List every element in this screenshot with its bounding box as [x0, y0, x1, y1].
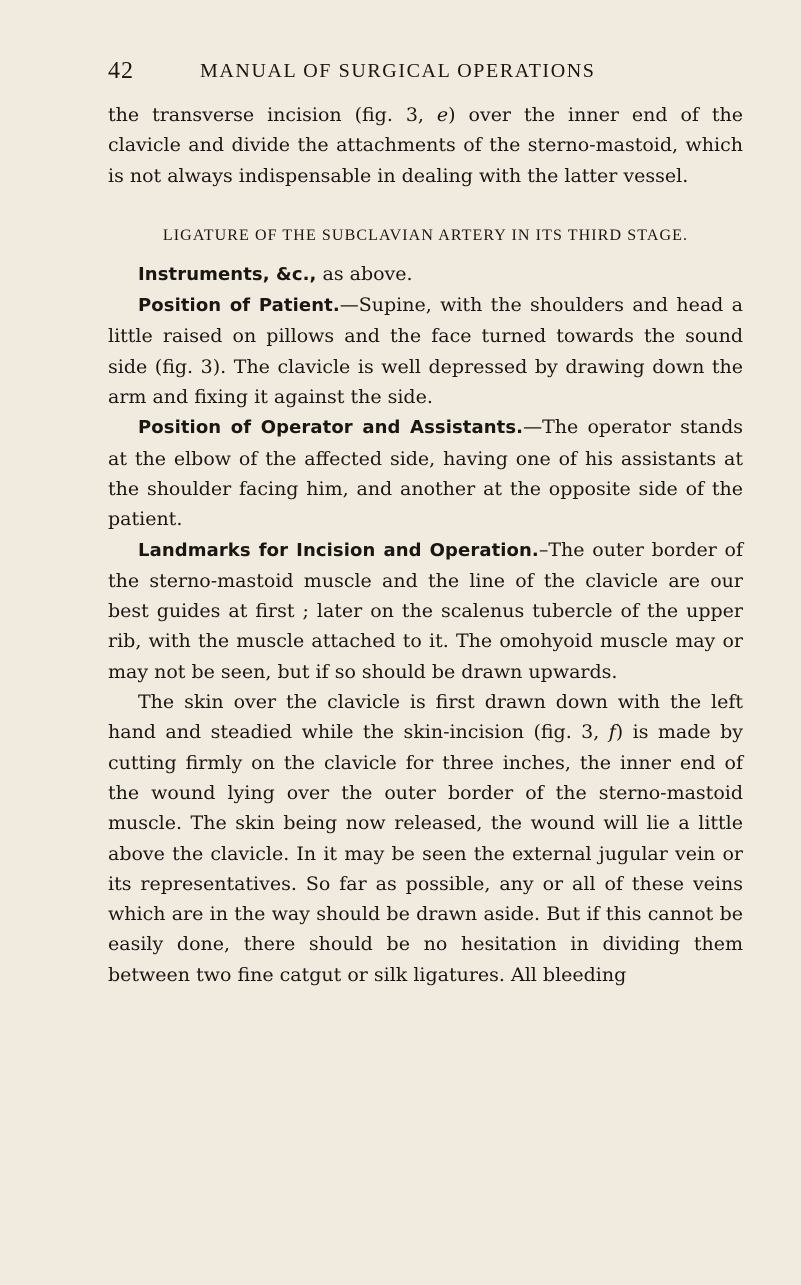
page-number: 42: [108, 58, 134, 84]
figure-reference-letter-f: f: [608, 721, 616, 744]
position-operator-text: —The operator stands at the elbow of the affected side, having one of his assistants at the shoulder facing him, and another at the opposite side of the patient.: [108, 416, 743, 531]
instruments-label: Instruments, &c.,: [138, 263, 317, 285]
section-heading: LIGATURE OF THE SUBCLAVIAN ARTERY IN ITS THIRD STAGE.: [162, 226, 689, 244]
landmarks-label: Landmarks for Incision and Operation.: [138, 539, 539, 561]
position-operator-label: Position of Operator and Assistants.: [138, 417, 524, 439]
opening-text-start: the transverse incision (fig. 3,: [108, 104, 437, 126]
opening-text-end: ) over the inner end of the clavicle and divide the attachments of the sterno-mastoid, which is not always indispensable in dealing with the latter vessel.: [108, 104, 743, 187]
opening-paragraph: [108, 100, 743, 191]
final-text-start: The skin over the clavicle is first drawn down with the left hand and steadied while the skin-incision (fig. 3,: [108, 691, 743, 744]
final-text-end: ) is made by cutting firmly on the clavicle for three inches, the inner end of the wound lying over the outer border of the sterno-mastoid muscle. The skin being now released, the wound will lie a little above the clavicle. In it may be seen the external jugular vein or its representatives. So far as possible, any or all of these veins which are in the way should be drawn aside. But if this cannot be easily done, there should be no hesitation in dividing them between two fine catgut or silk ligatures. All bleeding: [108, 721, 743, 986]
landmarks-paragraph: [108, 535, 743, 687]
instruments-text: as above.: [316, 262, 413, 285]
position-patient-text: —Supine, with the shoulders and head a little raised on pillows and the face turned towards the sound side (fig. 3). The clavicle is well depressed by drawing down the arm and fixing it against the side.: [108, 294, 743, 409]
position-operator-paragraph: [108, 412, 743, 534]
instruments-paragraph: [108, 259, 743, 290]
body-text: [108, 100, 743, 990]
running-head: [108, 58, 743, 88]
position-patient-label: Position of Patient.: [138, 295, 340, 317]
figure-reference-letter: e: [436, 104, 449, 126]
final-paragraph: [108, 687, 743, 990]
book-title: MANUAL OF SURGICAL OPERATIONS: [200, 60, 596, 82]
position-patient-paragraph: [108, 290, 743, 412]
landmarks-text: –The outer border of the sterno-mastoid muscle and the line of the clavicle are our best guides at first ; later on the scalenus tubercle of the upper rib, with the muscle attached to it. The omohyoid muscle may or may not be seen, but if so should be drawn upwards.: [108, 538, 744, 683]
